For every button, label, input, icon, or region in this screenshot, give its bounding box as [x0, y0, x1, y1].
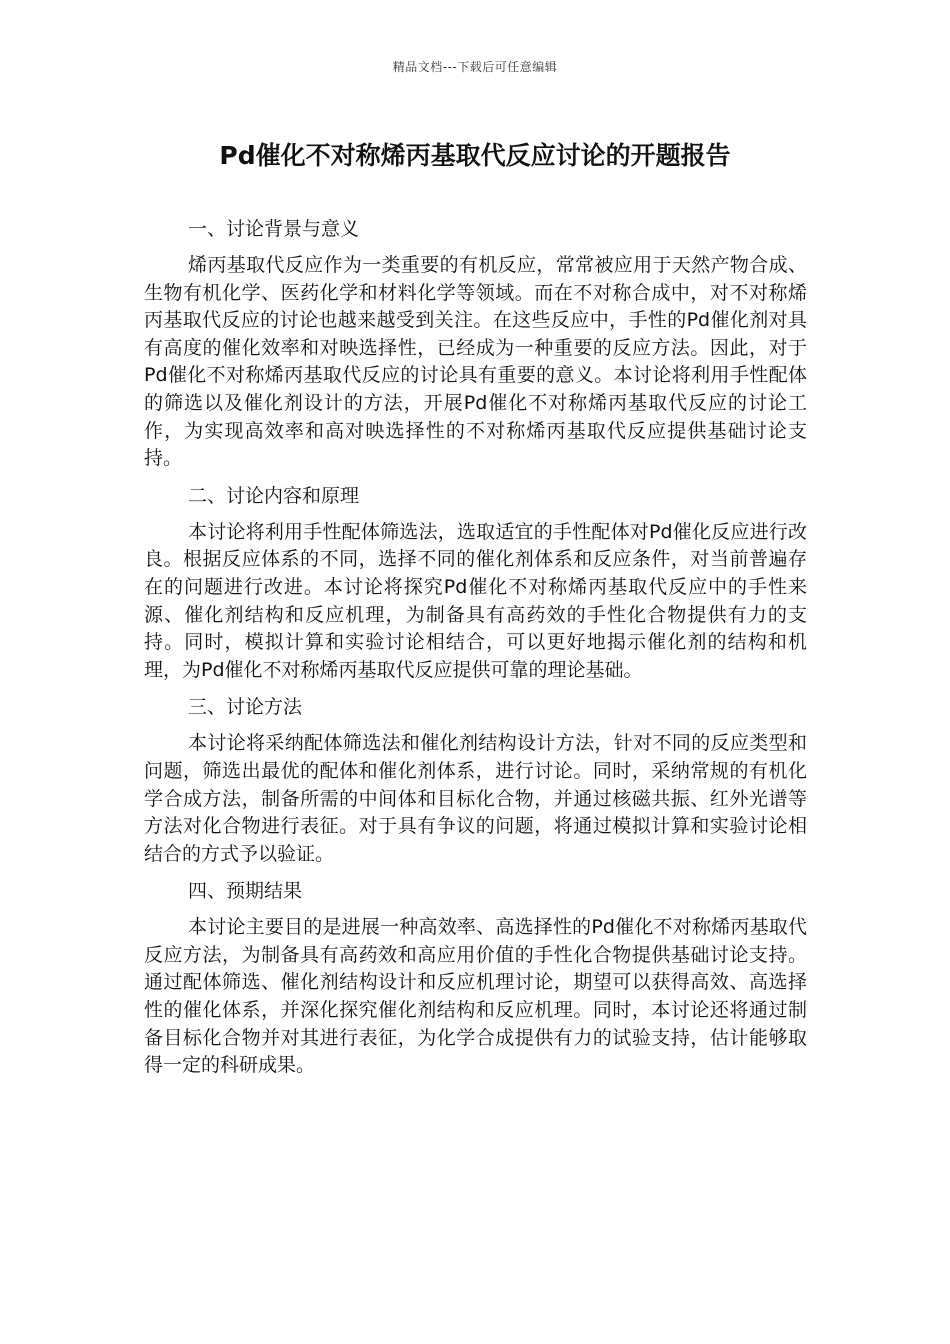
document-body — [144, 214, 807, 1088]
section-heading: 一、讨论背景与意义 — [188, 218, 360, 240]
section-paragraph: 本讨论将利用手性配体筛选法，选取适宜的手性配体对Pd催化反应进行改良。根据反应体系的不同，选择不同的催化剂体系和反应条件，对当前普遍存在的问题进行改进。本讨论将探究Pd催化不对称烯丙基取代反应中的手性来源、催化剂结构和反应机理，为制备具有高药效的手性化合物提供有力的支持。同时，模拟计算和实验讨论相结合，可以更好地揭示催化剂的结构和机理，为Pd催化不对称烯丙基取代反应提供可靠的理论基础。 — [144, 520, 807, 681]
section-content-principle — [144, 481, 807, 685]
section-heading: 四、预期结果 — [188, 880, 303, 903]
section-background — [144, 214, 807, 473]
section-paragraph: 本讨论将采纳配体筛选法和催化剂结构设计方法，针对不同的反应类型和问题，筛选出最优的配体和催化剂体系，进行讨论。同时，采纳常规的有机化学合成方法，制备所需的中间体和目标化合物，并通过核磁共振、红外光谱等方法对化合物进行表征。对于具有争议的问题，将通过模拟计算和实验讨论相结合的方式予以验证。 — [144, 732, 807, 865]
section-methods — [144, 692, 807, 868]
document-title: Pd催化不对称烯丙基取代反应讨论的开题报告 — [219, 141, 731, 170]
section-heading: 三、讨论方法 — [188, 696, 303, 719]
section-expected-results — [144, 876, 807, 1080]
section-paragraph: 烯丙基取代反应作为一类重要的有机反应，常常被应用于天然产物合成、生物有机化学、医药化学和材料化学等领域。而在不对称合成中，对不对称烯丙基取代反应的讨论也越来越受到关注。在这些反应中，手性的Pd催化剂对具有高度的催化效率和对映选择性，已经成为一种重要的反应方法。因此，对于Pd催化不对称烯丙基取代反应的讨论具有重要的意义。本讨论将利用手性配体的筛选以及催化剂设计的方法，开展Pd催化不对称烯丙基取代反应的讨论工作，为实现高效率和高对映选择性的不对称烯丙基取代反应提供基础讨论支持。 — [144, 254, 807, 470]
section-heading: 二、讨论内容和原理 — [188, 484, 360, 507]
page-header-note: 精品文档---下载后可任意编辑 — [392, 60, 558, 74]
section-paragraph: 本讨论主要目的是进展一种高效率、高选择性的Pd催化不对称烯丙基取代反应方法，为制备具有高药效和高应用价值的手性化合物提供基础讨论支持。通过配体筛选、催化剂结构设计和反应机理讨论，期望可以获得高效、高选择性的催化体系，并深化探究催化剂结构和反应机理。同时，本讨论还将通过制备目标化合物并对其进行表征，为化学合成提供有力的试验支持，估计能够取得一定的科研成果。 — [144, 916, 807, 1077]
